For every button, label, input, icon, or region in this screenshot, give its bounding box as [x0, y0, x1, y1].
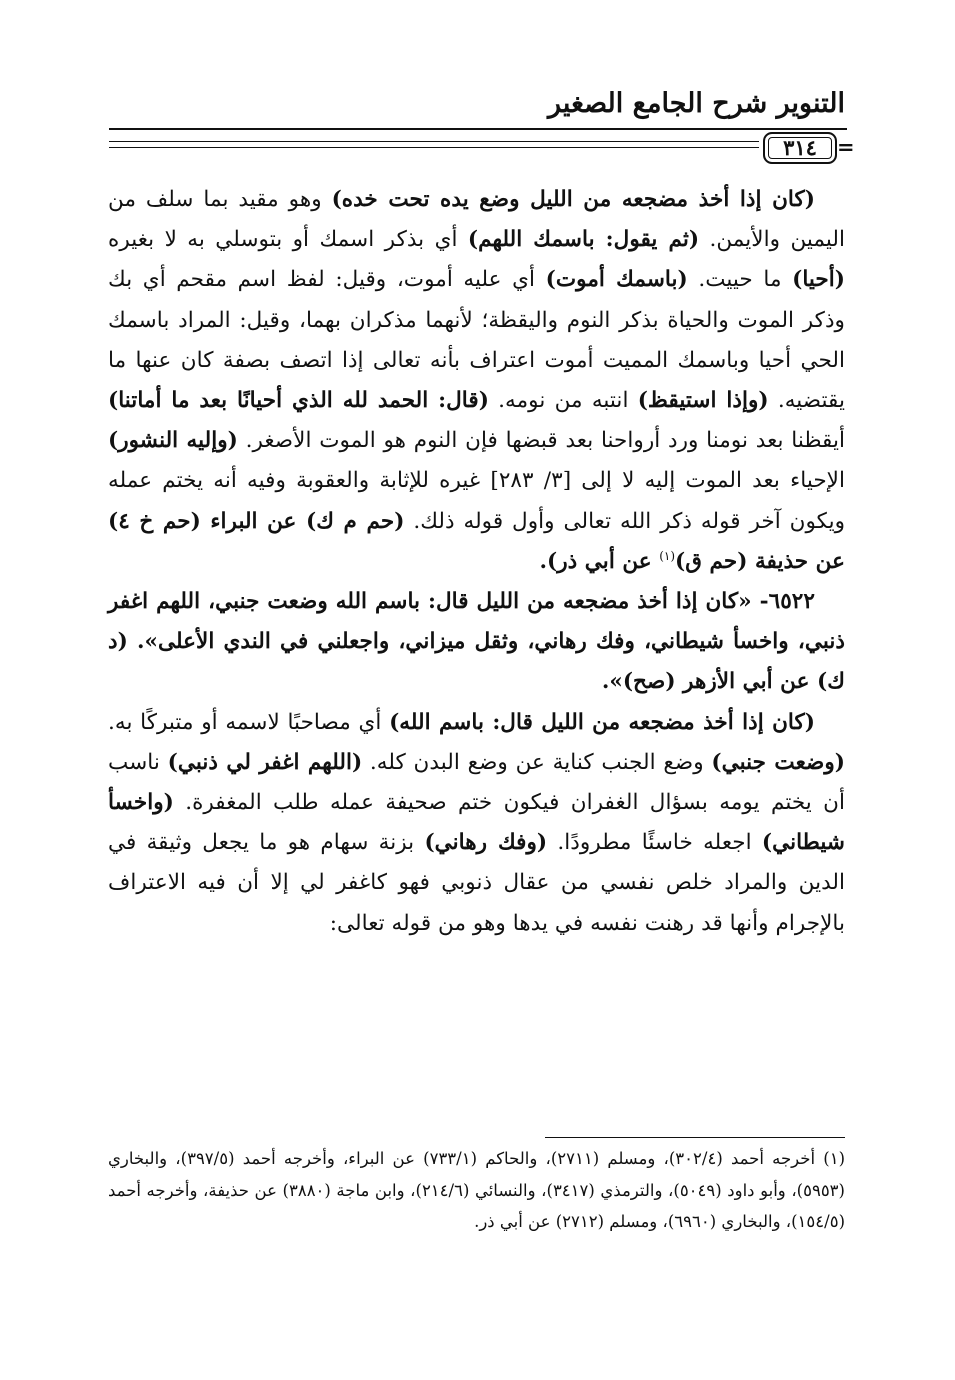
quote-8: (كان إذا أخذ مضجعه من الليل قال: باسم الله) — [389, 709, 816, 735]
footnote-rule — [545, 1137, 845, 1138]
paragraph-commentary-1 — [108, 180, 845, 582]
quote-6: (قال: الحمد لله الذي أحيانًا بعد ما أماتنا) — [108, 388, 489, 414]
quote-12: (وفك رهاني) — [424, 830, 548, 856]
quote-11: (واخسأ شيطاني) — [108, 790, 845, 856]
text-12: بزنة سهام هو ما يجعل وثيقة في الدين والمراد خلص نفسي من عقال ذنوبي فهو كاغفر لي إلا أن فيه الاعتراف بالإجرام وأنها قد رهنت نفسه في يدها وهو من قوله تعالى: — [108, 830, 845, 936]
hadith-text: ٦٥٢٢- «كان إذا أخذ مضجعه من الليل قال: باسم الله وضعت جنبي، اللهم اغفر ذنبي، واخسأ شيطاني، وفك رهاني، وثقل ميزاني، واجعلني في الندي الأعلى». (د ك) عن أبي الأزهر (صح)». — [108, 589, 845, 695]
page-eq-mark: = — [837, 134, 855, 159]
text-9: وضع الجنب كناية عن وضع البدن كله. — [362, 749, 712, 775]
paragraph-commentary-2 — [108, 703, 845, 944]
text-6: أيقظنا بعد نومنا ورد أرواحنا بعد قبضها فإن النوم هو الموت الأصغر. — [237, 428, 845, 454]
footnote-ref: (١) — [659, 548, 676, 563]
page-number-bar — [109, 132, 855, 168]
source-ref-end: عن أبي ذر). — [539, 548, 660, 574]
quote-1: (كان إذا أخذ مضجعه من الليل وضع يده تحت خده) — [331, 187, 816, 212]
source-ref: (حم م ك) عن البراء (حم خ ٤) عن حذيفة (حم ق) — [108, 508, 845, 574]
quote-5: (وإذا استيقظ) — [637, 388, 769, 414]
quote-3: (أحيا) — [792, 267, 845, 293]
text-7: الإحياء بعد الموت إليه لا إلى [٣/ ٢٨٣] غيره للإثابة والعقوبة وفيه أنه يختم عمله ويكون آخر قوله ذكر الله تعالى وأول قوله ذلك. — [108, 468, 846, 534]
footnote: (١) أخرجه أحمد (٣٠٢/٤)، ومسلم (٢٧١١)، والحاكم (٧٣٣/١) عن البراء، وأخرجه أحمد (٣٩٧/٥)، والبخاري (٥٩٥٣)، وأبو داود (٥٠٤٩)، والترمذي (٣٤١٧)، والنسائي (٢١٤/٦)، وابن ماجة (٣٨٨٠) عن حذيفة، وأخرجه أحمد (١٥٤/٥)، والبخاري (٦٩٦٠)، ومسلم (٢٧١٢) عن أبي ذر. — [108, 1149, 845, 1231]
text-11: اجعله خاسئًا مطرودًا. — [547, 830, 762, 856]
quote-4: (باسمك أموت) — [545, 267, 688, 293]
header-rule — [109, 128, 847, 130]
quote-2: (ثم يقول: باسمك اللهم) — [467, 227, 700, 253]
text-2: أي بذكر اسمك أو بتوسلي به لا بغيره — [108, 227, 468, 253]
text-1: وهو مقيد بما سلف من اليمين والأيمن. — [108, 187, 845, 253]
paragraph-hadith — [108, 582, 845, 703]
quote-9: (وضعت جنبي) — [711, 749, 845, 775]
text-3: ما حييت. — [687, 267, 793, 293]
quote-10: (اللهم اغفر لي ذنبي) — [167, 749, 363, 775]
double-rule — [109, 141, 759, 148]
text-8: أي مصاحبًا لاسمه أو متبركًا به. — [108, 709, 390, 735]
page-number: ٣١٤ — [763, 132, 837, 164]
text-5: انتبه من نومه. — [488, 388, 638, 414]
running-header-title: التنوير شرح الجامع الصغير — [548, 88, 845, 119]
quote-7: (وإليه النشور) — [108, 428, 238, 454]
text-4: أي عليه أموت، وقيل: لفظ اسم مقحم أي بك وذكر الموت والحياة بذكر النوم واليقظة؛ لأنهما مذكران بهما، وقيل: المراد باسمك الحي أحيا وباسمك المميت أموت اعتراف بأنه تعالى إذا اتصف بصفة كان عنها ما يقتضيه. — [108, 267, 845, 414]
text-10: ناسب أن يختم يومه بسؤال الغفران فيكون ختم صحيفة عمله طلب المغفرة. — [108, 749, 845, 816]
main-text — [108, 180, 845, 944]
